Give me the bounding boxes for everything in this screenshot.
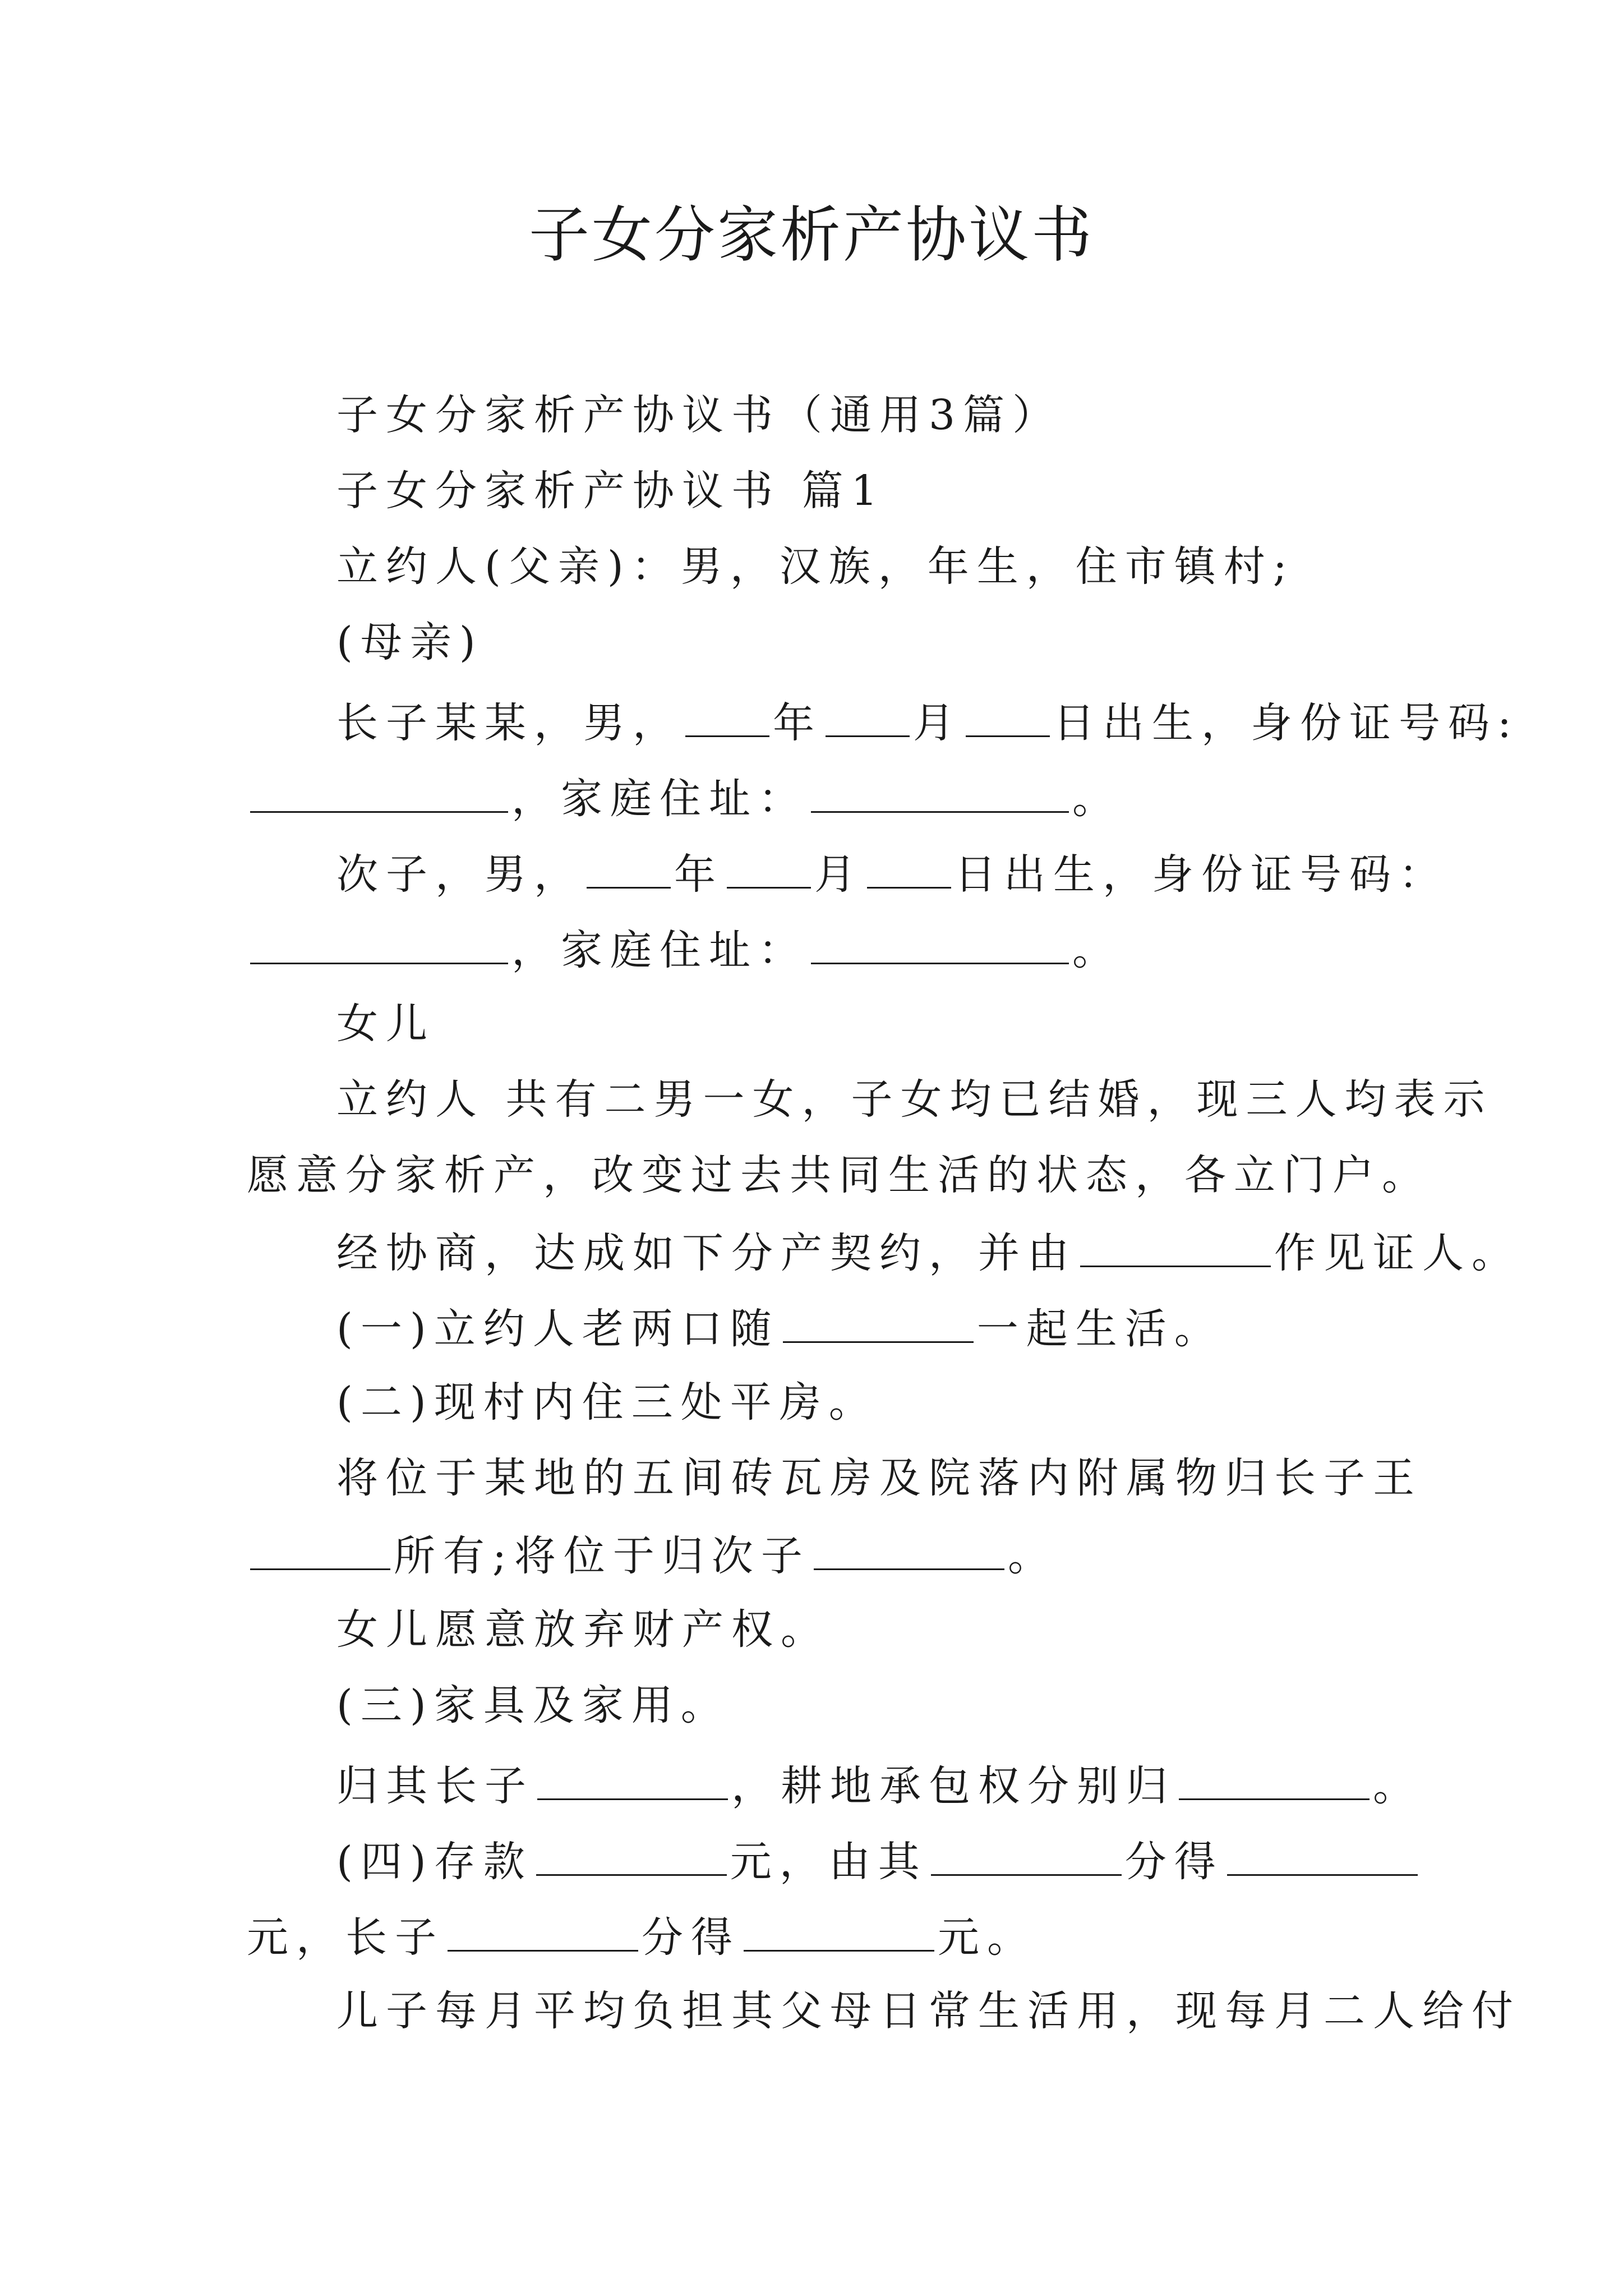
paragraph-house: 将位于某地的五间砖瓦房及院落内附属物归长子王 — [336, 1454, 1422, 1502]
text-segment: 。 — [1072, 775, 1122, 823]
fill-blank[interactable] — [250, 1526, 390, 1570]
paragraph-house-cont — [247, 1526, 1057, 1584]
fill-blank[interactable] — [826, 693, 910, 737]
paragraph-item-4-cont — [247, 1907, 1036, 1966]
paragraph-second-son-cont — [247, 920, 1122, 978]
text-segment: (四)存款 — [336, 1838, 533, 1886]
paragraph-item-2: (二)现村内住三处平房。 — [336, 1378, 878, 1427]
text-segment: 年 — [773, 699, 822, 747]
fill-blank[interactable] — [1227, 1832, 1418, 1876]
paragraph-mother: (母亲) — [336, 618, 483, 666]
fill-blank[interactable] — [587, 844, 671, 889]
fill-blank[interactable] — [250, 769, 508, 813]
paragraph-item-4 — [336, 1832, 1421, 1890]
text-segment: 次子，男， — [336, 850, 583, 899]
fill-blank[interactable] — [783, 1299, 974, 1343]
paragraph-subtitle: 子女分家析产协议书（通用3篇） — [336, 391, 1062, 439]
text-segment: 。 — [1373, 1762, 1422, 1810]
paragraph-item-1 — [336, 1299, 1224, 1357]
paragraph-item-3: (三)家具及家用。 — [336, 1681, 730, 1729]
fill-blank[interactable] — [536, 1832, 727, 1876]
text-segment: 长子某某，男， — [336, 699, 682, 747]
fill-blank[interactable] — [867, 844, 951, 889]
paragraph-furniture — [336, 1756, 1422, 1814]
fill-blank[interactable] — [250, 920, 508, 964]
paragraph-part-heading: 子女分家析产协议书 篇1 — [336, 467, 886, 515]
fill-blank[interactable] — [1080, 1223, 1271, 1267]
text-segment: 年 — [674, 850, 723, 899]
fill-blank[interactable] — [537, 1756, 728, 1800]
paragraph-statement: 立约人 共有二男一女，子女均已结婚，现三人均表示 — [336, 1075, 1493, 1124]
paragraph-statement-cont: 愿意分家析产，改变过去共同生活的状态，各立门户。 — [247, 1151, 1431, 1199]
text-segment: 日出生，身份证号码: — [1053, 699, 1519, 747]
text-segment: 经协商，达成如下分产契约，并由 — [336, 1229, 1077, 1277]
fill-blank[interactable] — [727, 844, 811, 889]
fill-blank[interactable] — [685, 693, 769, 737]
paragraph-support: 儿子每月平均负担其父母日常生活用，现每月二人给付 — [336, 1987, 1521, 2035]
paragraph-second-son — [336, 844, 1448, 903]
paragraph-witness — [336, 1223, 1521, 1281]
fill-blank[interactable] — [744, 1907, 934, 1952]
text-segment: ，家庭住址： — [511, 926, 808, 974]
text-segment: 分得 — [642, 1913, 740, 1962]
text-segment: 元。 — [938, 1913, 1036, 1962]
text-segment: 。 — [1007, 1532, 1057, 1580]
text-segment: 月 — [814, 850, 864, 899]
paragraph-daughter: 女儿 — [336, 1000, 435, 1048]
fill-blank[interactable] — [966, 693, 1050, 737]
text-segment: 月 — [913, 699, 962, 747]
fill-blank[interactable] — [1179, 1756, 1370, 1800]
fill-blank[interactable] — [448, 1907, 638, 1952]
text-segment: 元，长子 — [247, 1913, 444, 1962]
text-segment: 一起生活。 — [976, 1305, 1224, 1353]
fill-blank[interactable] — [931, 1832, 1122, 1876]
text-segment: 元，由其 — [730, 1838, 928, 1886]
text-segment: 。 — [1072, 926, 1122, 974]
text-segment: ，耕地承包权分别归 — [731, 1762, 1175, 1810]
document-title: 子女分家析产协议书 — [528, 200, 1094, 270]
text-segment: 归其长子 — [336, 1762, 534, 1810]
fill-blank[interactable] — [814, 1526, 1004, 1570]
text-segment: 日出生，身份证号码： — [955, 850, 1448, 899]
text-segment: 分得 — [1124, 1838, 1224, 1886]
fill-blank[interactable] — [811, 920, 1069, 964]
fill-blank[interactable] — [811, 769, 1069, 813]
paragraph-father: 立约人(父亲)：男，汉族，年生，住市镇村; — [336, 542, 1295, 591]
text-segment: 所有;将位于归次子 — [394, 1532, 810, 1580]
text-segment: ，家庭住址： — [511, 775, 808, 823]
text-segment: 作见证人。 — [1274, 1229, 1521, 1277]
paragraph-eldest-son — [336, 693, 1519, 751]
paragraph-eldest-son-cont — [247, 769, 1122, 827]
text-segment: (一)立约人老两口随 — [336, 1305, 780, 1353]
paragraph-daughter-waiver: 女儿愿意放弃财产权。 — [336, 1605, 830, 1654]
